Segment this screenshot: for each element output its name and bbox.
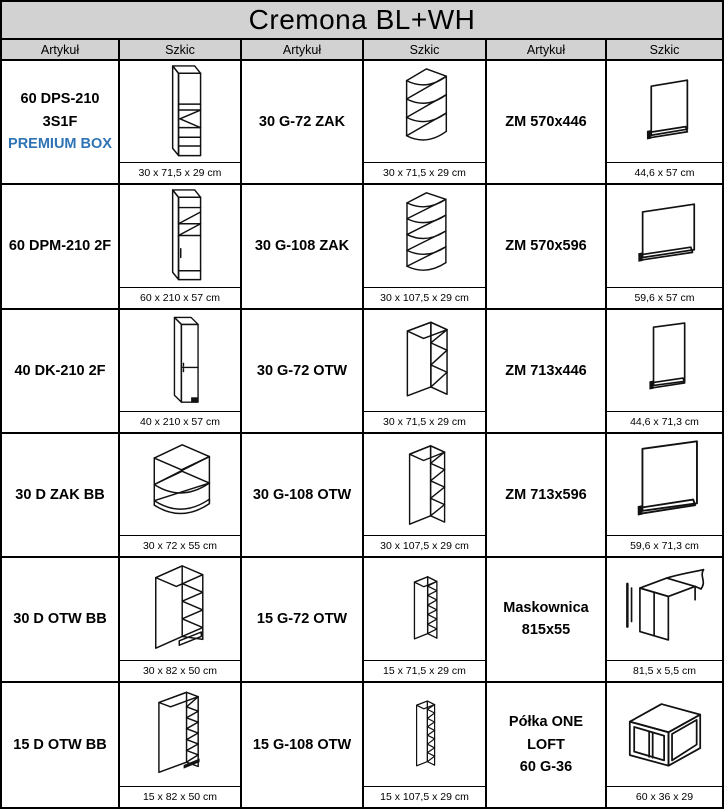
open-base-unit-15-sketch: [140, 686, 220, 783]
article-cell: [242, 61, 364, 185]
open-wall-unit-3-sections-sketch: [387, 312, 463, 409]
article-code: ZM 570x596: [505, 238, 587, 255]
article-code: 30 G-108 ZAK: [254, 238, 350, 255]
sketch-cell: [364, 185, 487, 309]
sketch-cell: [607, 310, 722, 434]
end-panel-tall-wide-sketch: [618, 437, 712, 532]
dimension-label: 60 x 210 x 57 cm: [120, 287, 240, 308]
article-cell: [487, 310, 607, 434]
article-cell: [487, 434, 607, 558]
article-code: ZM 713x446: [505, 362, 587, 379]
article-cell: [242, 558, 364, 682]
header-szkic-1: Szkic: [120, 40, 242, 61]
article-code: 30 G-108 OTW: [252, 486, 352, 503]
tall-oven-housing-cabinet-sketch: [153, 63, 207, 160]
dimension-label: 81,5 x 5,5 cm: [607, 660, 722, 681]
dimension-label: 15 x 82 x 50 cm: [120, 786, 240, 807]
tall-narrow-cabinet-sketch: [155, 312, 205, 409]
article-subtitle: PREMIUM BOX: [8, 136, 112, 153]
article-code: 15 D OTW BB: [13, 736, 107, 753]
article-code: Półka ONE LOFT: [508, 714, 584, 753]
article-code-line2: 60 G-36: [519, 759, 573, 776]
article-code-line2: 815x55: [521, 622, 571, 639]
dimension-label: 40 x 210 x 57 cm: [120, 411, 240, 432]
article-code: 60 DPS-210 3S1F: [20, 91, 100, 130]
corner-base-open-2-shelves-sketch: [136, 436, 224, 533]
header-szkic-2: Szkic: [364, 40, 487, 61]
article-code: 30 G-72 OTW: [256, 362, 348, 379]
article-code: ZM 713x596: [505, 486, 587, 503]
article-cell: [2, 434, 120, 558]
dimension-label: 15 x 71,5 x 29 cm: [364, 660, 485, 681]
article-code: 30 D ZAK BB: [15, 486, 105, 503]
sketch-cell: [607, 185, 722, 309]
open-wall-unit-4-sections-sketch: [390, 435, 460, 535]
article-cell: [242, 434, 364, 558]
header-artykul-1: Artykuł: [2, 40, 120, 61]
corner-wall-shelf-5-levels-sketch: [389, 186, 461, 286]
sketch-cell: [607, 434, 722, 558]
sketch-cell: [364, 434, 487, 558]
header-artykul-3: Artykuł: [487, 40, 607, 61]
open-wall-unit-narrow-6-sketch: [392, 560, 458, 657]
article-cell: [2, 683, 120, 807]
sketch-cell: [364, 310, 487, 434]
sketch-cell: [607, 683, 722, 807]
header-szkic-3: Szkic: [607, 40, 722, 61]
article-code: 60 DPM-210 2F: [8, 238, 112, 255]
dimension-label: 59,6 x 57 cm: [607, 287, 722, 308]
dimension-label: 30 x 82 x 50 cm: [120, 660, 240, 681]
open-base-unit-30-sketch: [138, 560, 222, 657]
dimension-label: 30 x 71,5 x 29 cm: [120, 162, 240, 183]
dimension-label: 59,6 x 71,3 cm: [607, 535, 722, 556]
dimension-label: 15 x 107,5 x 29 cm: [364, 786, 485, 807]
article-code: 30 D OTW BB: [13, 611, 107, 628]
article-code: 15 G-108 OTW: [252, 736, 352, 753]
article-cell: [2, 61, 120, 185]
column-header-row: [2, 40, 722, 61]
mask-strip-on-cabinet-sketch: [613, 563, 717, 655]
article-cell: [487, 185, 607, 309]
dimension-label: 30 x 71,5 x 29 cm: [364, 162, 485, 183]
open-wall-unit-narrow-7-sketch: [395, 684, 455, 784]
header-artykul-2: Artykuł: [242, 40, 364, 61]
article-cell: [487, 61, 607, 185]
sketch-cell: [607, 558, 722, 682]
article-cell: [2, 558, 120, 682]
sketch-cell: [607, 61, 722, 185]
end-panel-tall-narrow-sketch: [624, 314, 706, 406]
sketch-cell: [120, 185, 242, 309]
sketch-cell: [364, 61, 487, 185]
sketch-cell: [120, 61, 242, 185]
article-cell: [487, 683, 607, 807]
article-cell: [487, 558, 607, 682]
dimension-label: 44,6 x 57 cm: [607, 162, 722, 183]
loft-frame-shelf-sketch: [612, 690, 718, 778]
dimension-label: 30 x 107,5 x 29 cm: [364, 287, 485, 308]
sketch-cell: [120, 434, 242, 558]
article-code: 40 DK-210 2F: [14, 362, 106, 379]
dimension-label: 60 x 36 x 29: [607, 786, 722, 807]
article-cell: [242, 185, 364, 309]
end-panel-small-sketch: [622, 69, 708, 155]
sketch-cell: [120, 558, 242, 682]
article-code: Maskownica: [503, 600, 589, 617]
article-cell: [2, 185, 120, 309]
article-code: 30 G-72 ZAK: [258, 113, 346, 130]
sketch-cell: [364, 683, 487, 807]
dimension-label: 30 x 71,5 x 29 cm: [364, 411, 485, 432]
dimension-label: 44,6 x 71,3 cm: [607, 411, 722, 432]
dimension-label: 30 x 72 x 55 cm: [120, 535, 240, 556]
tall-microwave-cabinet-sketch: [153, 187, 207, 284]
sketch-cell: [120, 683, 242, 807]
sketch-cell: [120, 310, 242, 434]
page-title: Cremona BL+WH: [2, 2, 722, 40]
sketch-cell: [364, 558, 487, 682]
corner-wall-shelf-4-levels-sketch: [387, 63, 463, 160]
article-cell: [242, 310, 364, 434]
article-code: 15 G-72 OTW: [256, 611, 348, 628]
table-body: [2, 61, 722, 807]
end-panel-wide-sketch: [619, 193, 711, 279]
article-code: ZM 570x446: [505, 113, 587, 130]
dimension-label: 30 x 107,5 x 29 cm: [364, 535, 485, 556]
article-cell: [2, 310, 120, 434]
article-cell: [242, 683, 364, 807]
